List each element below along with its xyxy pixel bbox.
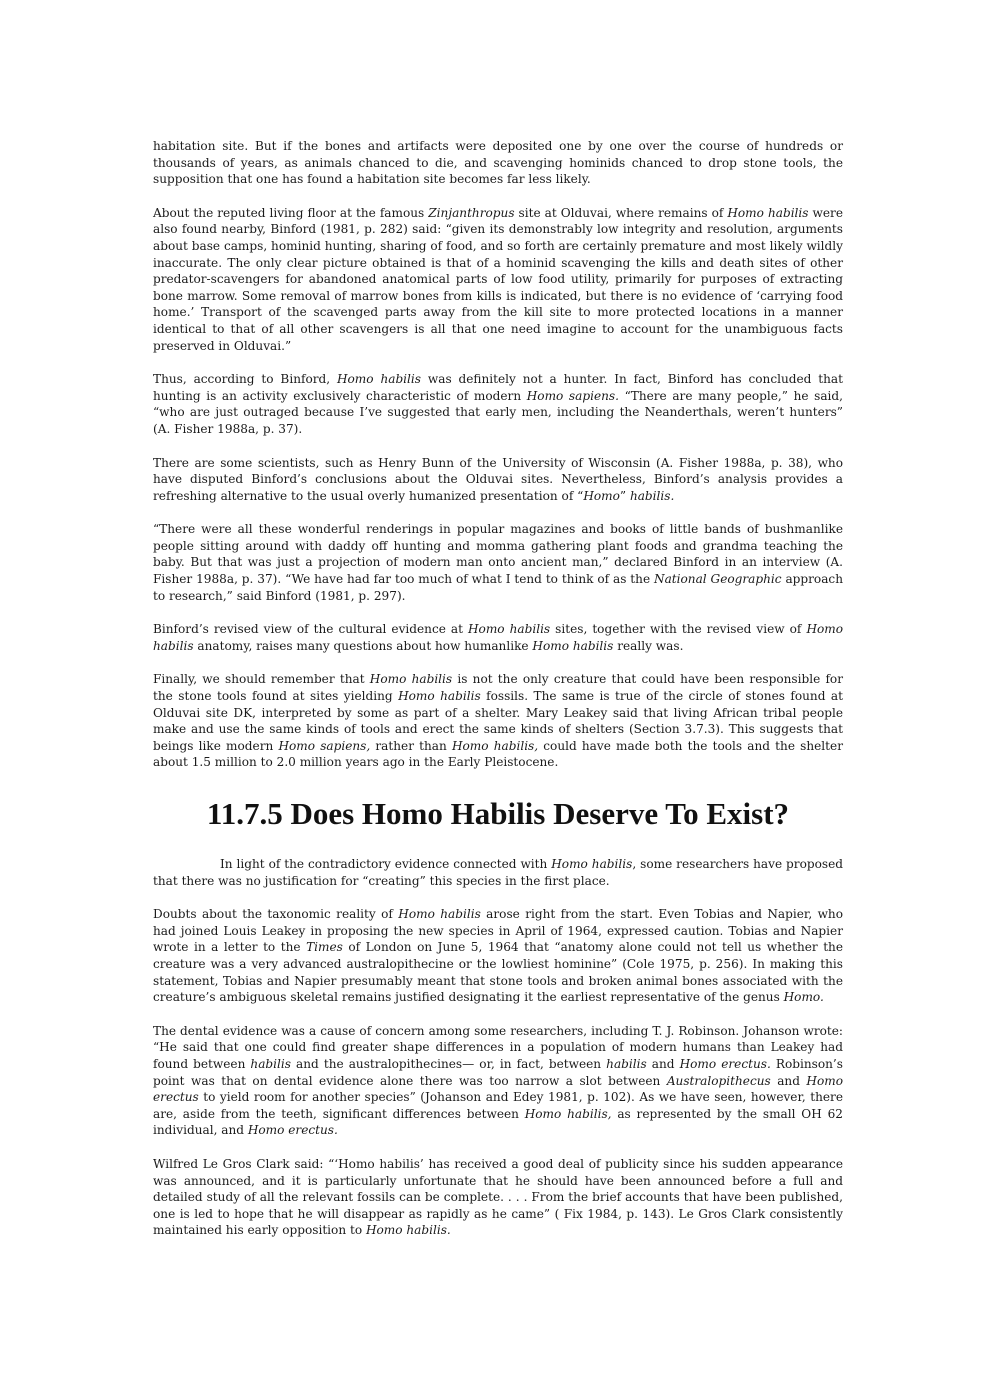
text-run: as represented by the small OH 62 individual, and — [153, 1106, 843, 1138]
body-paragraph — [153, 671, 843, 771]
body-paragraph — [153, 1023, 843, 1139]
italic-text: Homo habilis — [532, 638, 614, 653]
text-run: is not the only creature that could have been responsible for the stone tools found at sites yielding — [153, 672, 843, 704]
text-run: and the australopithecines— or, in fact, between — [290, 1056, 607, 1071]
text-run: About the reputed living floor at the famous — [153, 205, 429, 220]
italic-text: Homo erectus. — [247, 1123, 338, 1138]
italic-text: Homo sapiens. — [526, 388, 619, 403]
italic-text: Homo habilis — [369, 672, 453, 687]
body-paragraph — [153, 621, 843, 654]
italic-text: Homo habilis — [398, 689, 481, 704]
text-run: Finally, we should remember that — [153, 672, 370, 687]
italic-text: Homo habilis — [336, 372, 421, 387]
italic-text: habilis — [250, 1056, 291, 1071]
italic-text: National Geographic — [654, 572, 782, 587]
text-run: was definitely not a hunter. In fact, Binford has concluded that hunting is an activity exclusively characteristic of modern — [153, 372, 843, 403]
italic-text: Homo sapiens, — [278, 738, 371, 753]
italic-text: Homo habilis. — [365, 1223, 451, 1238]
italic-text: habilis — [606, 1056, 647, 1071]
italic-text: Homo habilis — [468, 622, 551, 637]
text-run: habitation site. But if the bones and artifacts were deposited one by one over the course of hundreds or thousands of years, as animals chanced to die, and scavenging hominids chanced to drop stone tools, the supposition that one has found a habitation site becomes far less likely. — [153, 139, 843, 187]
italic-text: Homo habilis, — [524, 1106, 612, 1121]
text-run: “There are many people,” he said, “who are just outraged because I’ve suggested that early men, including the Neanderthals, weren’t hunters” (A. Fisher 1988a, p. 37). — [153, 388, 843, 436]
document-page — [153, 138, 843, 1256]
paragraphs-after — [153, 856, 843, 1239]
body-paragraph — [153, 371, 843, 437]
italic-text: habilis. — [629, 488, 675, 503]
italic-text: Homo habilis — [551, 857, 633, 871]
text-run: , some researchers have proposed that there was no justification for “creating” this species in the first place. — [153, 857, 843, 888]
text-run: could have made both the tools and the shelter about 1.5 million to 2.0 million years ago in the Early Pleistocene. — [153, 738, 843, 770]
text-run: and — [770, 1073, 807, 1088]
text-run: rather than — [370, 738, 452, 753]
body-paragraph — [153, 455, 843, 505]
text-run: fossils. The same is true of the circle of stones found at Olduvai site DK, interpreted by some as part of a shelter. Mary Leakey said that living African tribal people make and use the same kinds of tools and erect the same kinds of shelters (Section 3.7.3). This suggests that beings like modern — [153, 689, 843, 753]
text-run: Wilfred Le Gros Clark said: “‘Homo habilis’ has received a good deal of publicity since his sudden appearance was announced, and it is particularly unfortunate that he should have been announced before a full and detailed study of all the relevant fossils can be complete. . . . From the brief accounts that have been published, one is led to hope that he will disappear as rapidly as he came” ( Fix 1984, p. 143). Le Gros Clark consistently maintained his early opposition to — [153, 1156, 843, 1238]
body-paragraph — [153, 205, 843, 354]
text-run: ” — [619, 488, 630, 503]
italic-text: Homo. — [783, 990, 824, 1005]
italic-text: Homo — [583, 488, 620, 503]
text-run: and — [646, 1056, 680, 1071]
italic-text: Homo habilis — [727, 205, 809, 220]
text-run: anatomy, raises many questions about how humanlike — [193, 638, 533, 653]
body-paragraph — [153, 1156, 843, 1239]
italic-text: Homo habilis — [398, 907, 481, 922]
text-run: Binford’s revised view of the cultural evidence at — [153, 622, 468, 637]
text-run: The dental evidence was a cause of concern among some researchers, including T. J. Robinson. Johanson wrote: “He said that one could find greater shape differences in a population of modern humans than Leakey had found between — [153, 1023, 843, 1071]
text-run: Robinson’s point was that on dental evidence alone there was too narrow a slot between — [153, 1056, 843, 1088]
text-run: sites, together with the revised view of — [550, 622, 807, 637]
italic-text: Homo habilis, — [451, 738, 539, 753]
italic-text: Homo erectus. — [679, 1056, 771, 1071]
text-run: There are some scientists, such as Henry Bunn of the University of Wisconsin (A. Fisher 1988a, p. 38), who have disputed Binford’s conclusions about the Olduvai sites. Nevertheless, Binford’s analysis provides a refreshing alternative to the usual overly humanized presentation of “ — [153, 455, 843, 503]
paragraphs-before — [153, 138, 843, 771]
text-run: were also found nearby, Binford (1981, p. 282) said: “given its demonstrably low integrity and resolution, arguments about base camps, hominid hunting, sharing of food, and so forth are certainly premature and most likely wildly inaccurate. The only clear picture obtained is that of a hominid scavenging the kills and death sites of other predator-scavengers for abandoned anatomical parts of low food utility, primarily for purposes of extracting bone marrow. Some removal of marrow bones from kills is indicated, but there is no evidence of ‘carrying food home.’ Transport of the scavenged parts away from the kill site to more protected locations in a manner identical to that of all other scavengers is all that one need imagine to account for the unambiguous facts preserved in Olduvai.” — [153, 205, 843, 353]
text-run: really was. — [613, 638, 684, 653]
section-heading: 11.7.5 Does Homo Habilis Deserve To Exist? — [206, 796, 790, 831]
italic-text: Australopithecus — [666, 1073, 771, 1088]
text-run: “There were all these wonderful renderings in popular magazines and books of little bands of bushmanlike people sitting around with daddy off hunting and momma gathering plant foods and grandma teaching the baby. But that was just a projection of modern man onto ancient man,” declared Binford in an interview (A. Fisher 1988a, p. 37). “We have had far too much of what I tend to think of as the — [153, 522, 843, 587]
text-run: In light of the contradictory evidence connected with — [220, 857, 552, 871]
text-run: site at Olduvai, where remains of — [514, 205, 728, 220]
body-paragraph — [153, 138, 843, 188]
text-run: arose right from the start. Even Tobias and Napier, who had joined Louis Leakey in proposing the new species in April of 1964, expressed caution. Tobias and Napier wrote in a letter to the — [153, 907, 843, 955]
text-run: approach to research,” said Binford (1981, p. 297). — [153, 572, 843, 603]
body-paragraph — [153, 906, 843, 1006]
italic-text: Times — [306, 940, 343, 955]
body-paragraph — [153, 856, 843, 889]
italic-text: Zinjanthropus — [428, 205, 515, 220]
italic-text: Homo erectus — [153, 1073, 843, 1105]
text-run: Doubts about the taxonomic reality of — [153, 907, 399, 922]
text-run: of London on June 5, 1964 that “anatomy alone could not tell us whether the creature was a very advanced australopithecine or the lowliest hominine” (Cole 1975, p. 256). In making this statement, Tobias and Napier presumably meant that stone tools and broken animal bones associated with the creature’s ambiguous skeletal remains justified designating it the earliest representative of the genus — [153, 940, 844, 1005]
text-run: to yield room for another species” (Johanson and Edey 1981, p. 102). As we have seen, however, there are, aside from the teeth, significant differences between — [153, 1090, 843, 1121]
text-run: Thus, according to Binford, — [153, 372, 337, 387]
italic-text: Homo habilis — [153, 622, 844, 653]
body-paragraph — [153, 521, 843, 604]
